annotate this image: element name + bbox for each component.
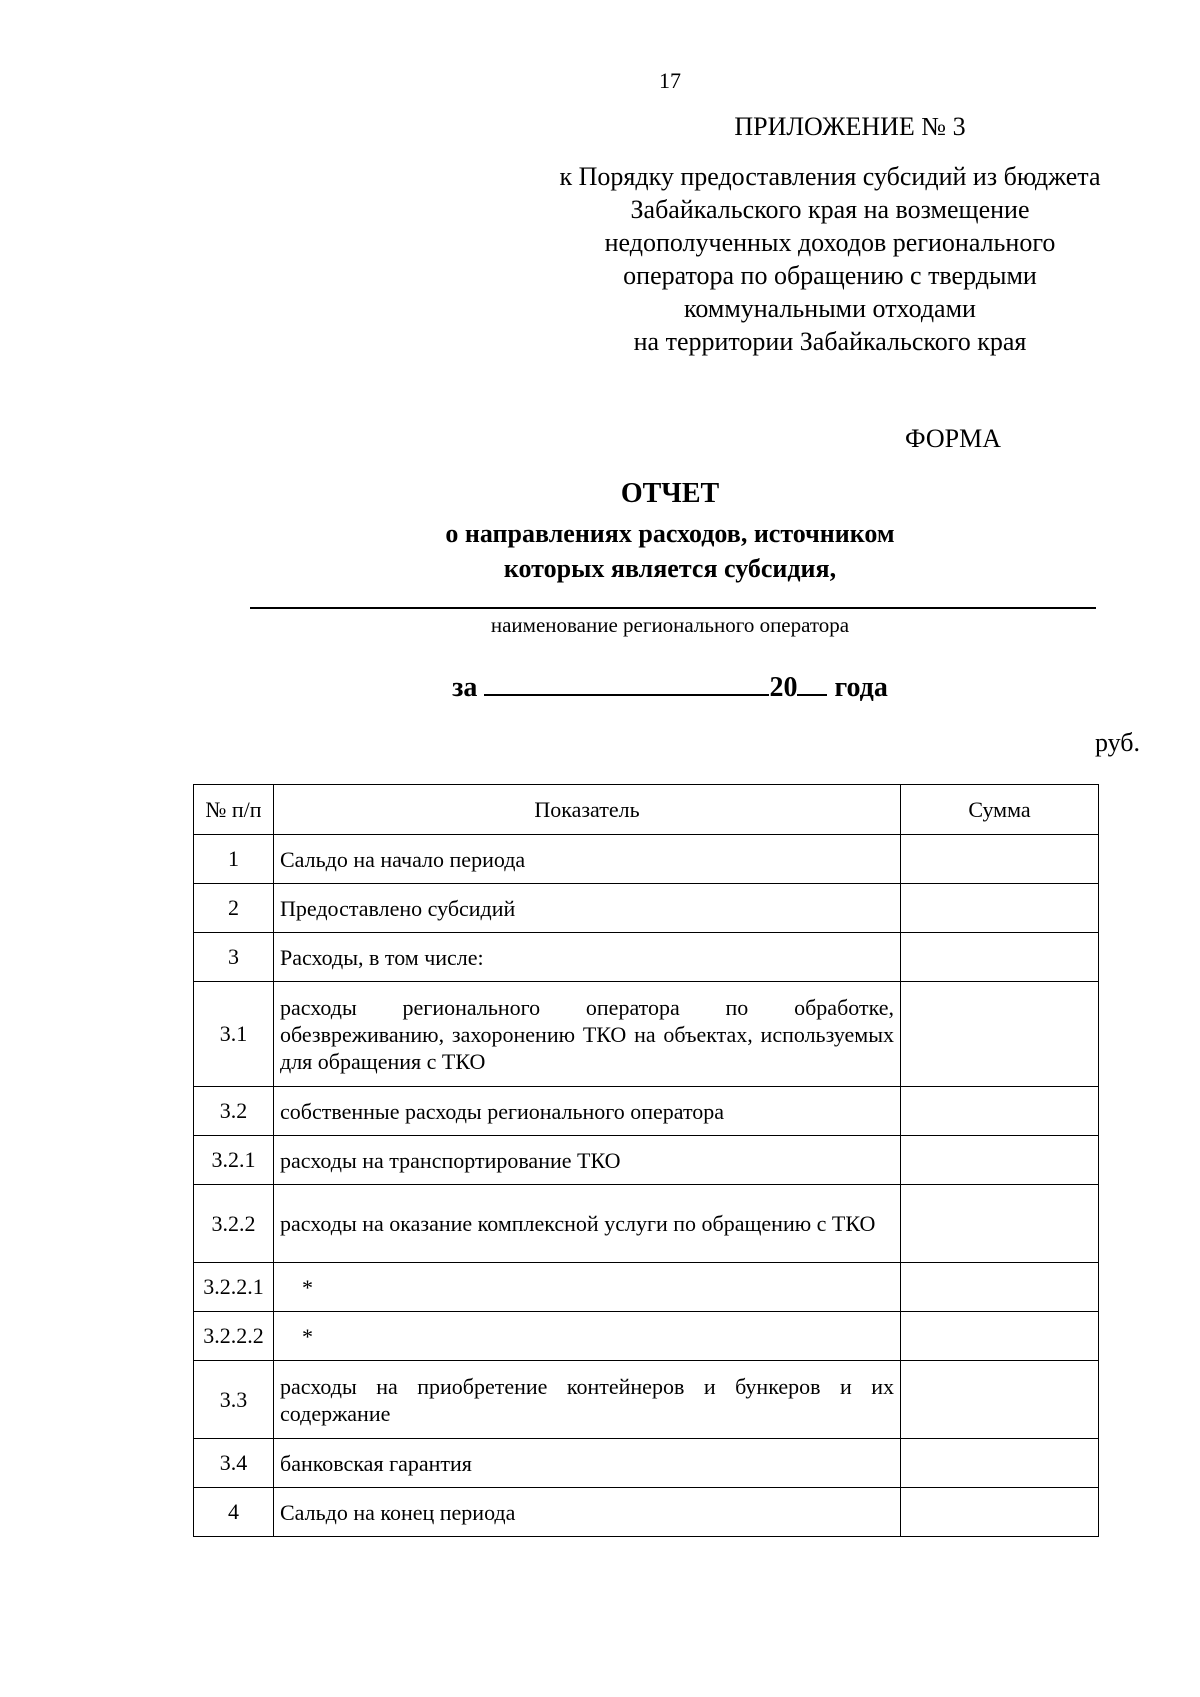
row-indicator: Расходы, в том числе: bbox=[274, 933, 901, 982]
table-row bbox=[194, 933, 1099, 982]
appendix-line: к Порядку предоставления субсидий из бюджета bbox=[559, 162, 1101, 191]
appendix-title: ПРИЛОЖЕНИЕ № 3 bbox=[734, 112, 966, 141]
report-table bbox=[193, 784, 1099, 1537]
operator-caption: наименование регионального оператора bbox=[490, 613, 850, 637]
table-row bbox=[194, 884, 1099, 933]
row-number: 3 bbox=[194, 933, 274, 982]
report-subtitle bbox=[0, 516, 1200, 586]
report-period bbox=[0, 670, 1200, 704]
year-blank bbox=[797, 670, 827, 696]
row-indicator: расходы на оказание комплексной услуги по обращению с ТКО bbox=[274, 1185, 901, 1263]
row-indicator: * bbox=[274, 1263, 901, 1312]
row-indicator: * bbox=[274, 1312, 901, 1361]
appendix-line: оператора по обращению с твердыми bbox=[623, 261, 1037, 290]
appendix-line: коммунальными отходами bbox=[684, 294, 976, 323]
row-sum-cell bbox=[901, 884, 1099, 933]
row-number: 3.1 bbox=[194, 982, 274, 1087]
row-number: 3.2.2.1 bbox=[194, 1263, 274, 1312]
row-indicator: расходы регионального оператора по обработке, обезвреживанию, захоронению ТКО на объектах, используемых для обращения с ТКО bbox=[274, 982, 901, 1087]
row-sum-cell bbox=[901, 1263, 1099, 1312]
row-sum-cell bbox=[901, 1136, 1099, 1185]
report-subtitle-line: которых является субсидия, bbox=[503, 554, 837, 583]
row-number: 1 bbox=[194, 835, 274, 884]
table-row bbox=[194, 1263, 1099, 1312]
row-number: 4 bbox=[194, 1488, 274, 1537]
row-indicator: Сальдо на конец периода bbox=[274, 1488, 901, 1537]
row-number: 3.2.2.2 bbox=[194, 1312, 274, 1361]
period-year: 20 bbox=[769, 672, 798, 703]
table-row bbox=[194, 1136, 1099, 1185]
table-row bbox=[194, 1439, 1099, 1488]
row-number: 3.2 bbox=[194, 1087, 274, 1136]
row-sum-cell bbox=[901, 1439, 1099, 1488]
appendix-line: недополученных доходов регионального bbox=[604, 228, 1056, 257]
period-suffix: года bbox=[834, 672, 888, 703]
header-indicator: Показатель bbox=[274, 785, 901, 835]
table-row bbox=[194, 1087, 1099, 1136]
row-indicator: собственные расходы регионального оператора bbox=[274, 1087, 901, 1136]
table-row bbox=[194, 982, 1099, 1087]
table-row bbox=[194, 1185, 1099, 1263]
period-blank bbox=[484, 670, 769, 696]
row-indicator: банковская гарантия bbox=[274, 1439, 901, 1488]
appendix-line: на территории Забайкальского края bbox=[633, 327, 1027, 356]
row-number: 3.2.2 bbox=[194, 1185, 274, 1263]
row-sum-cell bbox=[901, 982, 1099, 1087]
row-sum-cell bbox=[901, 933, 1099, 982]
row-sum-cell bbox=[901, 1488, 1099, 1537]
table-row bbox=[194, 1488, 1099, 1537]
page-number: 17 bbox=[659, 68, 681, 93]
row-number: 3.4 bbox=[194, 1439, 274, 1488]
row-sum-cell bbox=[901, 1312, 1099, 1361]
table-row bbox=[194, 835, 1099, 884]
row-indicator: расходы на приобретение контейнеров и бункеров и их содержание bbox=[274, 1361, 901, 1439]
row-number: 3.2.1 bbox=[194, 1136, 274, 1185]
report-subtitle-line: о направлениях расходов, источником bbox=[445, 519, 895, 548]
row-number: 2 bbox=[194, 884, 274, 933]
period-prefix: за bbox=[452, 672, 478, 703]
form-label: ФОРМА bbox=[905, 424, 1001, 453]
currency-unit: руб. bbox=[1094, 728, 1140, 757]
table-row bbox=[194, 1312, 1099, 1361]
table-header-row bbox=[194, 785, 1099, 835]
row-number: 3.3 bbox=[194, 1361, 274, 1439]
row-indicator: расходы на транспортирование ТКО bbox=[274, 1136, 901, 1185]
row-sum-cell bbox=[901, 1361, 1099, 1439]
header-sum: Сумма bbox=[901, 785, 1099, 835]
appendix-line: Забайкальского края на возмещение bbox=[630, 195, 1030, 224]
row-sum-cell bbox=[901, 1185, 1099, 1263]
appendix-text bbox=[520, 160, 1140, 358]
row-indicator: Предоставлено субсидий bbox=[274, 884, 901, 933]
report-title: ОТЧЕТ bbox=[620, 478, 720, 509]
row-sum-cell bbox=[901, 835, 1099, 884]
row-sum-cell bbox=[901, 1087, 1099, 1136]
table-row bbox=[194, 1361, 1099, 1439]
row-indicator: Сальдо на начало периода bbox=[274, 835, 901, 884]
operator-name-line bbox=[250, 607, 1096, 609]
header-number: № п/п bbox=[194, 785, 274, 835]
